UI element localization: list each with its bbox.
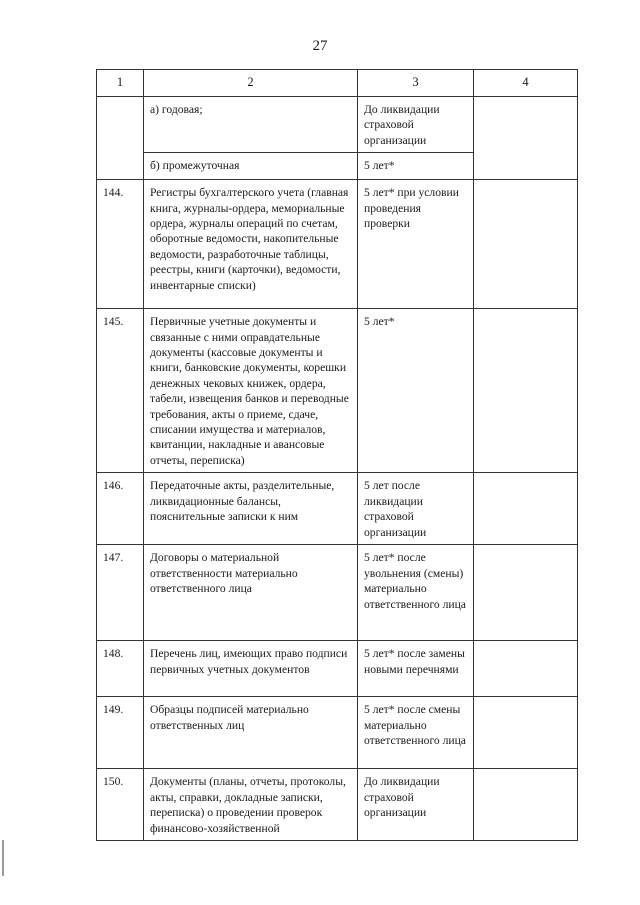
row-retention-term: До ликвидации страховой организации bbox=[358, 769, 474, 841]
row-note bbox=[474, 97, 578, 153]
table-row bbox=[97, 641, 578, 697]
column-header-3: 3 bbox=[358, 70, 474, 97]
row-note bbox=[474, 153, 578, 180]
row-number: 148. bbox=[97, 641, 144, 697]
row-number bbox=[97, 97, 144, 153]
row-number: 149. bbox=[97, 697, 144, 769]
row-number: 150. bbox=[97, 769, 144, 841]
row-note bbox=[474, 180, 578, 309]
row-description: Регистры бухгалтерского учета (главная книга, журналы-ордера, мемориальные ордера, журналы операций по счетам, оборотные ведомости, накопительные ведомости, разработочные таблицы, реестры, книги (карточки), ведомости, инвентарные списки) bbox=[144, 180, 358, 309]
column-header-2: 2 bbox=[144, 70, 358, 97]
table-row bbox=[97, 309, 578, 473]
records-table bbox=[96, 69, 578, 841]
table-row bbox=[97, 769, 578, 841]
row-retention-term: 5 лет* после увольнения (смены) материально ответственного лица bbox=[358, 545, 474, 641]
row-retention-term: 5 лет после ликвидации страховой организации bbox=[358, 473, 474, 545]
row-retention-term: До ликвидации страховой организации bbox=[358, 97, 474, 153]
page-number: 27 bbox=[312, 38, 328, 54]
table-row bbox=[97, 545, 578, 641]
table-row bbox=[97, 153, 578, 180]
row-note bbox=[474, 641, 578, 697]
column-header-1: 1 bbox=[97, 70, 144, 97]
row-description: Договоры о материальной ответственности материально ответственного лица bbox=[144, 545, 358, 641]
scan-margin-mark bbox=[2, 840, 4, 876]
row-description: Перечень лиц, имеющих право подписи первичных учетных документов bbox=[144, 641, 358, 697]
table-header-row bbox=[97, 70, 578, 97]
table-row bbox=[97, 97, 578, 153]
row-description: а) годовая; bbox=[144, 97, 358, 153]
row-number bbox=[97, 153, 144, 180]
table-row bbox=[97, 180, 578, 309]
row-number: 147. bbox=[97, 545, 144, 641]
row-note bbox=[474, 545, 578, 641]
table-row bbox=[97, 697, 578, 769]
column-header-4: 4 bbox=[474, 70, 578, 97]
row-retention-term: 5 лет* bbox=[358, 153, 474, 180]
row-number: 145. bbox=[97, 309, 144, 473]
row-note bbox=[474, 473, 578, 545]
row-number: 146. bbox=[97, 473, 144, 545]
row-retention-term: 5 лет* после смены материально ответственного лица bbox=[358, 697, 474, 769]
row-description: Документы (планы, отчеты, протоколы, акты, справки, докладные записки, переписка) о проведении проверок финансово-хозяйственной bbox=[144, 769, 358, 841]
row-note bbox=[474, 769, 578, 841]
row-retention-term: 5 лет* bbox=[358, 309, 474, 473]
row-number: 144. bbox=[97, 180, 144, 309]
row-retention-term: 5 лет* после замены новыми перечнями bbox=[358, 641, 474, 697]
row-description: Передаточные акты, разделительные, ликвидационные балансы, пояснительные записки к ним bbox=[144, 473, 358, 545]
row-description: б) промежуточная bbox=[144, 153, 358, 180]
row-note bbox=[474, 309, 578, 473]
row-description: Образцы подписей материально ответственных лиц bbox=[144, 697, 358, 769]
row-retention-term: 5 лет* при условии проведения проверки bbox=[358, 180, 474, 309]
table-row bbox=[97, 473, 578, 545]
row-description: Первичные учетные документы и связанные с ними оправдательные документы (кассовые документы и книги, банковские документы, корешки денежных чековых книжек, ордера, табели, извещения банков и переводные требования, акты о приеме, сдаче, списании имущества и материалов, квитанции, накладные и авансовые отчеты, переписка) bbox=[144, 309, 358, 473]
row-note bbox=[474, 697, 578, 769]
